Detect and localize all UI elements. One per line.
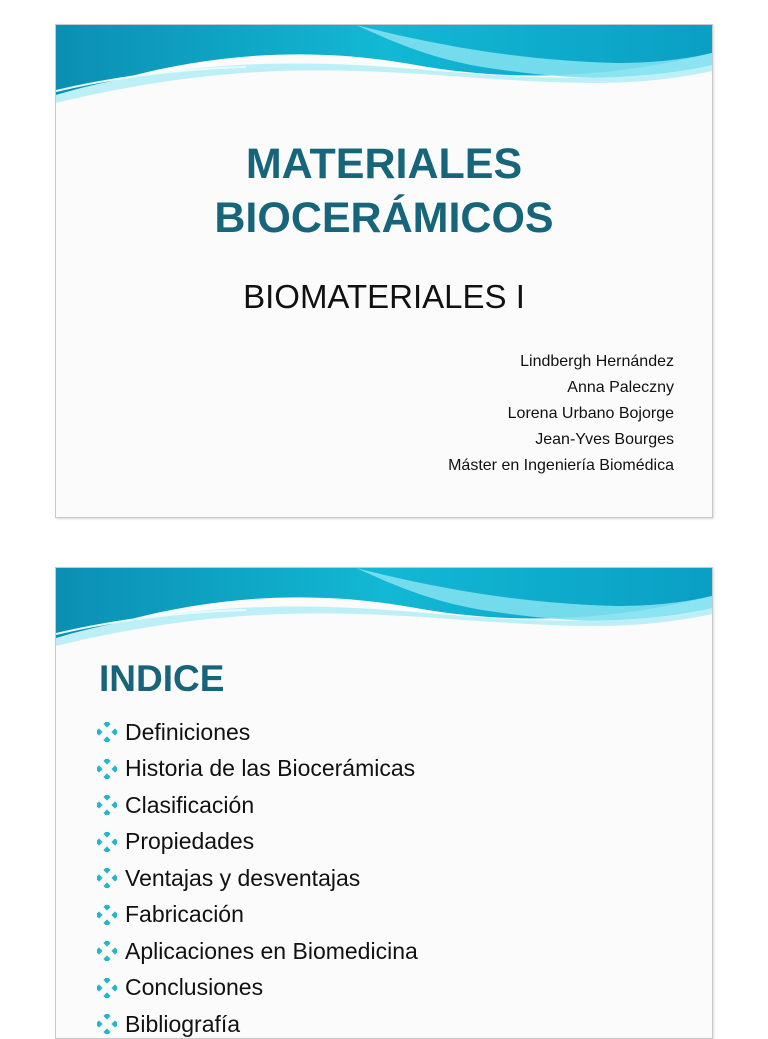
title-line-2: BIOCERÁMICOS <box>214 194 554 242</box>
index-item-label: Historia de las Biocerámicas <box>125 755 416 782</box>
index-item <box>97 714 418 751</box>
slide-subtitle: BIOMATERIALES I <box>243 278 525 315</box>
index-item <box>97 824 418 861</box>
slide-index <box>55 567 713 1039</box>
four-diamond-bullet-icon <box>97 759 117 779</box>
index-item <box>97 1006 418 1039</box>
index-item-label: Ventajas y desventajas <box>125 864 361 891</box>
index-item-label: Propiedades <box>125 828 255 855</box>
four-diamond-bullet-icon <box>97 905 117 925</box>
author-name: Anna Paleczny <box>567 379 674 396</box>
header-wave-decoration <box>56 568 712 648</box>
index-item-label: Bibliografía <box>125 1010 241 1037</box>
four-diamond-bullet-icon <box>97 795 117 815</box>
four-diamond-bullet-icon <box>97 832 117 852</box>
index-item-label: Aplicaciones en Biomedicina <box>125 937 418 964</box>
author-name: Jean-Yves Bourges <box>535 431 674 448</box>
author-name: Lindbergh Hernández <box>520 353 674 370</box>
four-diamond-bullet-icon <box>97 1014 117 1034</box>
index-item-label: Conclusiones <box>125 974 264 1001</box>
index-item <box>97 751 418 788</box>
index-item <box>97 933 418 970</box>
index-item-label: Fabricación <box>125 901 244 928</box>
four-diamond-bullet-icon <box>97 941 117 961</box>
index-item-label: Definiciones <box>125 718 251 745</box>
title-line-1: MATERIALES <box>245 140 523 188</box>
index-item <box>97 860 418 897</box>
index-item-label: Clasificación <box>125 791 255 818</box>
author-name: Lorena Urbano Bojorge <box>507 405 674 422</box>
four-diamond-bullet-icon <box>97 868 117 888</box>
four-diamond-bullet-icon <box>97 978 117 998</box>
slide-title-heading <box>56 137 712 245</box>
index-item <box>97 897 418 934</box>
index-heading: INDICE <box>99 658 225 699</box>
program-name: Máster en Ingeniería Biomédica <box>448 457 674 474</box>
header-wave-decoration <box>56 25 712 105</box>
author-list <box>448 349 674 479</box>
index-item <box>97 970 418 1007</box>
index-item <box>97 787 418 824</box>
slide-title <box>55 24 713 518</box>
four-diamond-bullet-icon <box>97 722 117 742</box>
index-list <box>97 714 418 1039</box>
